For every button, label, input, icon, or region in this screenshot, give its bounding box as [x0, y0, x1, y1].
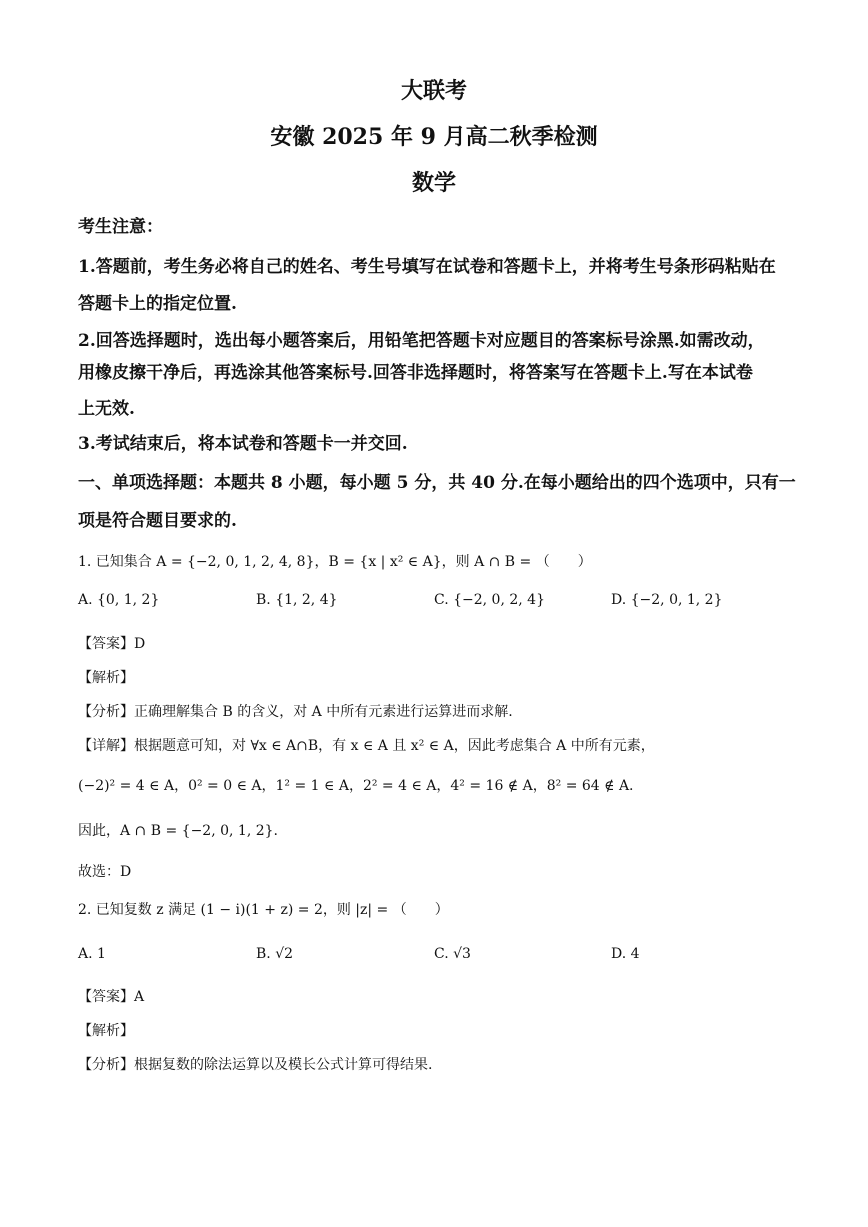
- notice-item-3: 3.考试结束后，将本试卷和答题卡一并交回.: [78, 434, 408, 454]
- question-2-stem: 2. 已知复数 z 满足 (1 − i)(1 + z) = 2，则 |z| = （ ）: [78, 902, 449, 918]
- question-2-option-a: A. 1: [78, 946, 106, 962]
- question-1-therefore: 因此，A ∩ B = {−2, 0, 1, 2}.: [78, 823, 278, 839]
- subject-title: 数学: [411, 170, 456, 196]
- notice-item-2-end: 上无效.: [78, 399, 135, 419]
- question-1-calculation: (−2)² = 4 ∈ A，0² = 0 ∈ A，1² = 1 ∈ A，2² = 4 ∈ A，4² = 16 ∉ A，8² = 64 ∉ A.: [78, 778, 634, 794]
- question-2-option-c: C. √3: [434, 946, 471, 962]
- question-1-option-b: B. {1, 2, 4}: [256, 592, 338, 608]
- section-heading-cont: 项是符合题目要求的.: [78, 511, 237, 531]
- question-1-answer: 【答案】D: [78, 636, 146, 652]
- notice-item-2: 2.回答选择题时，选出每小题答案后，用铅笔把答题卡对应题目的答案标号涂黑.如需改动，: [78, 331, 765, 351]
- notice-item-1: 1.答题前，考生务必将自己的姓名、考生号填写在试卷和答题卡上，并将考生号条形码粘贴在: [78, 257, 776, 277]
- notice-item-1-cont: 答题卡上的指定位置.: [78, 294, 237, 314]
- question-1-option-d: D. {−2, 0, 1, 2}: [611, 592, 723, 608]
- question-2-answer: 【答案】A: [78, 989, 145, 1005]
- notice-item-2-cont: 用橡皮擦干净后，再选涂其他答案标号.回答非选择题时，将答案写在答题卡上.写在本试卷: [78, 363, 753, 383]
- notice-heading: 考生注意：: [78, 217, 163, 237]
- question-1-option-a: A. {0, 1, 2}: [78, 592, 160, 608]
- question-2-option-b: B. √2: [256, 946, 294, 962]
- question-1-fenxi: 【分析】正确理解集合 B 的含义，对 A 中所有元素进行运算进而求解.: [78, 704, 513, 720]
- question-2-analysis-label: 【解析】: [78, 1023, 134, 1039]
- question-2-fenxi: 【分析】根据复数的除法运算以及模长公式计算可得结果.: [78, 1057, 433, 1073]
- question-1-choose: 故选：D: [78, 864, 132, 880]
- exam-name-title: 安徽 2025 年 9 月高二秋季检测: [270, 124, 598, 150]
- question-1-option-c: C. {−2, 0, 2, 4}: [434, 592, 545, 608]
- question-1-analysis-label: 【解析】: [78, 670, 134, 686]
- section-heading: 一、单项选择题：本题共 8 小题，每小题 5 分，共 40 分.在每小题给出的四个选项中，只有一: [78, 473, 796, 493]
- question-2-option-d: D. 4: [611, 946, 640, 962]
- exam-series-title: 大联考: [400, 78, 467, 104]
- question-1-stem: 1. 已知集合 A = {−2, 0, 1, 2, 4, 8}，B = {x | x² ∈ A}，则 A ∩ B = （ ）: [78, 554, 592, 570]
- question-1-detail: 【详解】根据题意可知，对 ∀x ∈ A∩B，有 x ∈ A 且 x² ∈ A，因此考虑集合 A 中所有元素，: [78, 738, 655, 754]
